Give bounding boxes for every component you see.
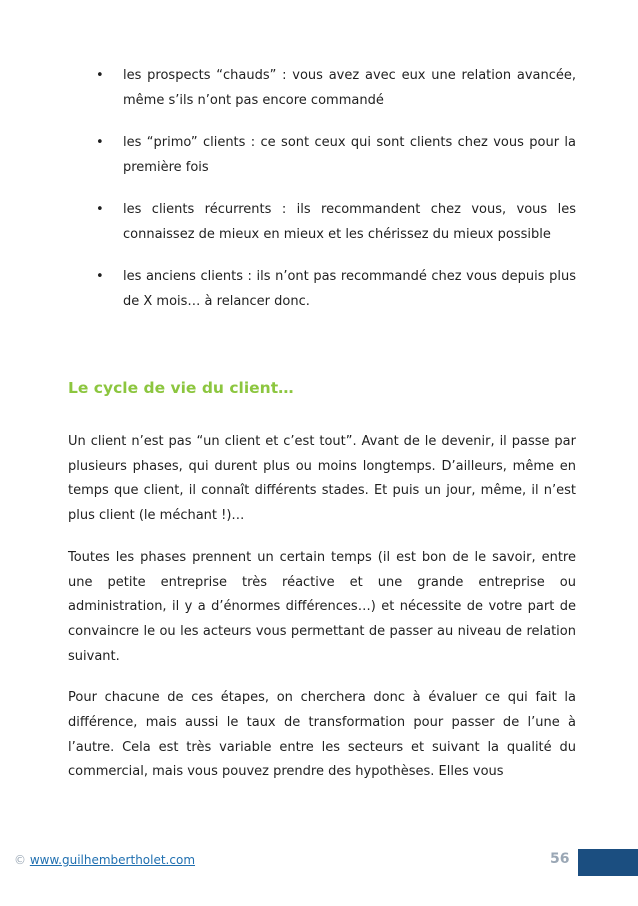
footer-accent-block (578, 849, 638, 876)
paragraph: Un client n’est pas “un client et c’est tout”. Avant de le devenir, il passe par plusieurs phases, qui durent plus ou moins longtemps. D’ailleurs, même en temps que client, il connaît différents stades. Et puis un jour, même, il n’est plus client (le méchant !)… (68, 434, 576, 524)
body-text (68, 430, 576, 802)
bullet-list (92, 63, 576, 331)
bullet-icon: • (96, 202, 104, 217)
bullet-text: les clients récurrents : ils recommandent chez vous, vous les connaissez de mieux en mieux et les chérissez du mieux possible (123, 202, 576, 242)
page-number: 56 (550, 851, 570, 867)
section-heading: Le cycle de vie du client… (68, 379, 294, 397)
list-item (92, 197, 576, 247)
bullet-icon: • (96, 68, 104, 83)
website-link[interactable]: www.guilhembertholet.com (29, 853, 196, 867)
bullet-text: les anciens clients : ils n’ont pas recommandé chez vous depuis plus de X mois… à relancer donc. (123, 269, 576, 309)
bullet-icon: • (96, 269, 104, 284)
list-item (92, 130, 576, 180)
copyright-icon: © (14, 853, 26, 867)
paragraph: Pour chacune de ces étapes, on cherchera donc à évaluer ce qui fait la différence, mais aussi le taux de transformation pour passer de l’une à l’autre. Cela est très variable entre les secteurs et suivant la qualité du commercial, mais vous pouvez prendre des hypothèses. Elles vous (68, 690, 576, 780)
bullet-icon: • (96, 135, 104, 150)
list-item (92, 264, 576, 314)
paragraph: Toutes les phases prennent un certain temps (il est bon de le savoir, entre une petite entreprise très réactive et une grande entreprise ou administration, il y a d’énormes différences…) et nécessite de votre part de convaincre le ou les acteurs vous permettant de passer au niveau de relation suivant. (68, 549, 576, 664)
bullet-text: les prospects “chauds” : vous avez avec eux une relation avancée, même s’ils n’ont pas encore commandé (123, 68, 576, 108)
bullet-text: les “primo” clients : ce sont ceux qui sont clients chez vous pour la première fois (123, 135, 576, 175)
list-item (92, 63, 576, 113)
footer-copyright (14, 853, 195, 867)
